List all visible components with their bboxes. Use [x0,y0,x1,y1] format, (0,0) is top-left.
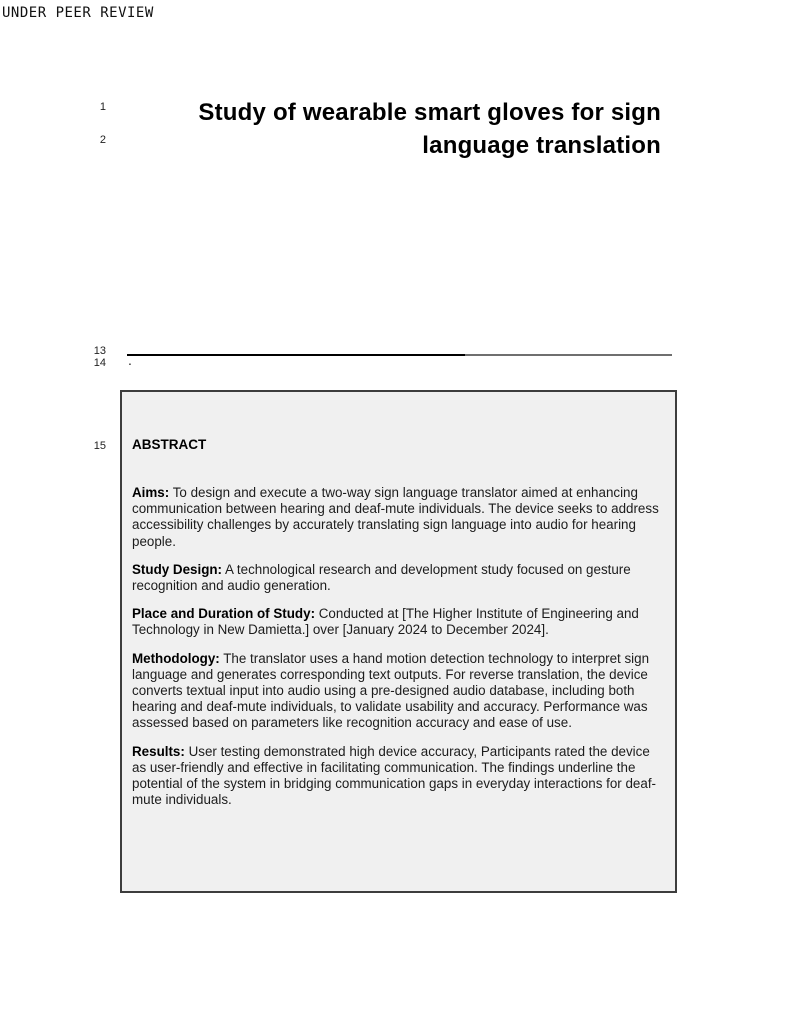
abstract-heading: ABSTRACT [132,437,207,452]
paper-title-line2: language translation [422,132,661,159]
abstract-paragraph-results [132,744,665,809]
abstract-paragraph-aims [132,485,665,550]
line-number: 15 [93,440,106,452]
section-label: Results: [132,743,185,759]
peer-review-watermark: UNDER PEER REVIEW [2,5,154,21]
abstract-paragraph-place-duration [132,606,665,638]
section-label: Methodology: [132,650,220,666]
divider-note: . [128,352,132,368]
title-divider-rule [127,354,672,356]
section-text: To design and execute a two-way sign language translator aimed at enhancing communication between hearing and deaf-mute individuals. The device seeks to address accessibility challenges by accurately translating sign language into audio for hearing people. [132,485,659,549]
section-text: A technological research and development study focused on gesture recognition and audio generation. [132,561,631,594]
section-label: Place and Duration of Study: [132,606,316,622]
line-number: 1 [99,101,106,113]
line-number: 13 [93,345,106,357]
section-label: Aims: [132,485,170,500]
abstract-paragraph-methodology [132,651,665,732]
abstract-paragraph-study-design [132,562,665,594]
section-text: The translator uses a hand motion detection technology to interpret sign language and generates corresponding text outputs. For reverse translation, the device converts textual input into audio using a pre-designed audio database, including both hearing and deaf-mute individuals, to validate usability and accuracy. Performance was assessed based on parameters like recognition accuracy and ease of use. [132,650,650,731]
paper-title [130,96,661,162]
abstract-box [120,390,677,893]
section-text: User testing demonstrated high device accuracy, Participants rated the device as user-friendly and effective in facilitating communication. The findings underline the potential of the system in bridging communication gaps in everyday interactions for deaf-mute individuals. [132,743,657,808]
line-number: 14 [93,357,106,369]
section-label: Study Design: [132,561,223,577]
section-text: Conducted at [The Higher Institute of Engineering and Technology in New Damietta.] over [January 2024 to December 2024]. [132,606,639,638]
line-number: 2 [99,134,106,146]
paper-title-line1: Study of wearable smart gloves for sign [198,99,661,126]
